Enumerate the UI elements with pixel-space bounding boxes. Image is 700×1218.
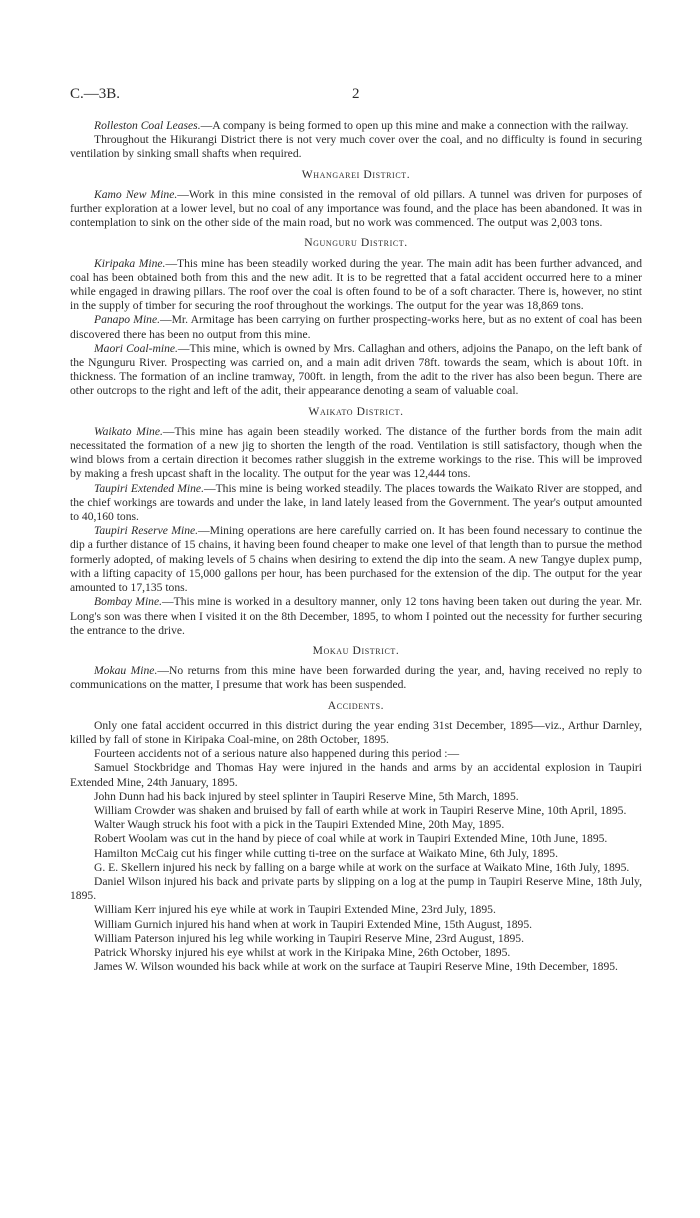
section-heading: Waikato District. — [308, 404, 404, 418]
paragraph — [70, 818, 642, 832]
paragraph-text: —Mining operations are here carefully carried on. It has been found necessary to continue the dip a further distance of 15 chains, it having been found cheaper to make one level of that length than to pursue the method formerly adopted, of making levels of 5 chains when desiring to extend the dip into the seam. A new Tangye duplex pump, with a lifting capacity of 15,000 gallons per hour, has been purchased for the extension of the dip. The output for the year amounted to 17,135 tons. — [70, 524, 642, 595]
paragraph — [70, 861, 642, 875]
paragraph — [70, 903, 642, 917]
paragraph — [70, 832, 642, 846]
paragraph — [70, 595, 642, 638]
paragraph-text: John Dunn had his back injured by steel splinter in Taupiri Reserve Mine, 5th March, 1895. — [94, 789, 519, 803]
paragraph — [70, 946, 642, 960]
paragraph — [70, 847, 642, 861]
paragraph — [70, 482, 642, 525]
paragraph — [70, 960, 642, 974]
paragraph — [70, 425, 642, 482]
paragraph — [70, 761, 642, 789]
paragraph-text: Only one fatal accident occurred in this district during the year ending 31st December, 1895—viz., Arthur Darnley, killed by fall of stone in Kiripaka Coal-mine, on 28th October, 1895. — [70, 718, 642, 746]
paragraph-text: William Crowder was shaken and bruised by fall of earth while at work in Taupiri Reserve Mine, 10th April, 1895. — [94, 803, 627, 817]
paragraph-lead: Kiripaka Mine. — [94, 256, 166, 270]
section-heading: Mokau District. — [312, 643, 400, 657]
page-header — [70, 86, 640, 106]
section-heading: Whangarei District. — [301, 167, 411, 181]
paragraph — [70, 875, 642, 903]
paragraph-text: —Work in this mine consisted in the removal of old pillars. A tunnel was driven for purposes of further exploration at a lower level, but no coal of any importance was found, and the place has been abandoned. It was in contemplation to sink on the other side of the main road, but no work was commenced. The output was 2,003 tons. — [70, 187, 642, 230]
paragraph-lead: Taupiri Reserve Mine. — [94, 524, 199, 538]
paragraph-text: —This mine has again been steadily worked. The distance of the further bords from the main adit necessitated the formation of a new jig to shorten the length of the road. Ventilation is still satisfactory, though when the wind blows from a certain direction it becomes rather sluggish in the extreme workings to the rise. This will be improved by making a fresh upcast shaft in the locality. The output for the year was 12,444 tons. — [70, 424, 642, 481]
paragraph-text: Samuel Stockbridge and Thomas Hay were injured in the hands and arms by an accidental explosion in Taupiri Extended Mine, 24th January, 1895. — [70, 761, 642, 789]
paragraph-text: —This mine has been steadily worked during the year. The main adit has been further advanced, and coal has been obtained both from this and the new adit. It is to be regretted that a fatal accident occurred here to a miner while engaged in drawing pillars. The roof over the coal is often found to be of a soft character. There is, however, no stint in the supply of timber for securing the roof throughout the workings. The output for the year was 18,869 tons. — [70, 256, 643, 313]
paragraph-text: G. E. Skellern injured his neck by falling on a barge while at work on the surface at Waikato Mine, 16th July, 1895. — [94, 860, 630, 874]
paragraph-lead: Rolleston Coal Leases. — [94, 119, 201, 132]
paragraph-text: —This mine, which is owned by Mrs. Callaghan and others, adjoins the Panapo, on the left bank of the Ngunguru River. Prospecting was carried on, and a main adit driven 78ft. towards the seam, which is about 10ft. in thickness. The formation of an incline tramway, 700ft. in length, from the adit to the river has also been begun. There are other outcrops to the right and left of the adit, their appearance denoting a seam of valuable coal. — [70, 341, 642, 398]
paragraph-text: Daniel Wilson injured his back and private parts by slipping on a log at the pump in Taupiri Reserve Mine, 18th July, 1895. — [70, 874, 642, 903]
document-body — [70, 119, 642, 974]
paragraph — [70, 918, 642, 932]
paragraph-text: James W. Wilson wounded his back while at work on the surface at Taupiri Reserve Mine, 19th December, 1895. — [94, 960, 618, 974]
paragraph-lead: Mokau Mine. — [94, 664, 158, 678]
paragraph-lead: Waikato Mine. — [94, 424, 163, 438]
paragraph-text: Patrick Whorsky injured his eye whilst at work in the Kiripaka Mine, 26th October, 1895. — [94, 945, 511, 959]
paragraph-text: William Gurnich injured his hand when at work in Taupiri Extended Mine, 15th August, 1895. — [94, 917, 533, 931]
paragraph-text: William Paterson injured his leg while working in Taupiri Reserve Mine, 23rd August, 1895. — [94, 931, 524, 945]
paragraph-lead: Maori Coal-mine. — [94, 341, 178, 355]
paragraph-text: Hamilton McCaig cut his finger while cutting ti-tree on the surface at Waikato Mine, 6th July, 1895. — [94, 846, 558, 860]
paragraph — [70, 119, 642, 133]
paragraph — [70, 932, 642, 946]
paragraph-lead: Taupiri Extended Mine. — [94, 481, 204, 495]
paragraph — [70, 257, 642, 314]
paragraph-text: —No returns from this mine have been forwarded during the year, and, having received no reply to communications on the matter, I presume that work has been suspended. — [70, 664, 642, 692]
paragraph-text: —This mine is being worked steadily. The places towards the Waikato River are stopped, and the chief workings are towards and under the lake, in land lately leased from the Government. The year's output amounted to 40,160 tons. — [70, 481, 642, 524]
paragraph — [70, 719, 642, 747]
paragraph — [70, 133, 642, 161]
paragraph-text: Fourteen accidents not of a serious nature also happened during this period :— — [94, 747, 460, 761]
paragraph-text: Robert Woolam was cut in the hand by piece of coal while at work in Taupiri Extended Mine, 10th June, 1895. — [94, 832, 608, 846]
paragraph — [70, 664, 642, 692]
document-code: C.—3B. — [70, 86, 121, 102]
paragraph — [70, 747, 642, 761]
paragraph — [70, 313, 642, 341]
paragraph — [70, 188, 642, 231]
paragraph-lead: Panapo Mine. — [94, 313, 161, 327]
paragraph — [70, 524, 642, 595]
paragraph-text: William Kerr injured his eye while at work in Taupiri Extended Mine, 23rd July, 1895. — [94, 903, 496, 917]
paragraph-text: Walter Waugh struck his foot with a pick in the Taupiri Extended Mine, 20th May, 1895. — [94, 818, 505, 832]
paragraph-text: Throughout the Hikurangi District there is not very much cover over the coal, and no difficulty is found in securing ventilation by sinking small shafts when required. — [70, 133, 642, 161]
paragraph-text: —A company is being formed to open up this mine and make a connection with the railway. — [200, 119, 629, 132]
paragraph — [70, 342, 642, 399]
paragraph-lead: Kamo New Mine. — [94, 187, 178, 201]
paragraph — [70, 790, 642, 804]
paragraph-text: —This mine is worked in a desultory manner, only 12 tons having been taken out during the year. Mr. Long's son was there when I visited it on the 8th December, 1895, to whom I pointed out the necessity for further securing the entrance to the drive. — [70, 595, 642, 637]
section-heading: Accidents. — [327, 698, 385, 712]
paragraph-text: —Mr. Armitage has been carrying on further prospecting-works here, but as no extent of coal has been discovered there has been no output from this mine. — [70, 313, 642, 341]
page-number: 2 — [352, 86, 360, 102]
paragraph — [70, 804, 642, 818]
paragraph-lead: Bombay Mine. — [94, 595, 163, 609]
section-heading: Ngunguru District. — [304, 236, 408, 250]
